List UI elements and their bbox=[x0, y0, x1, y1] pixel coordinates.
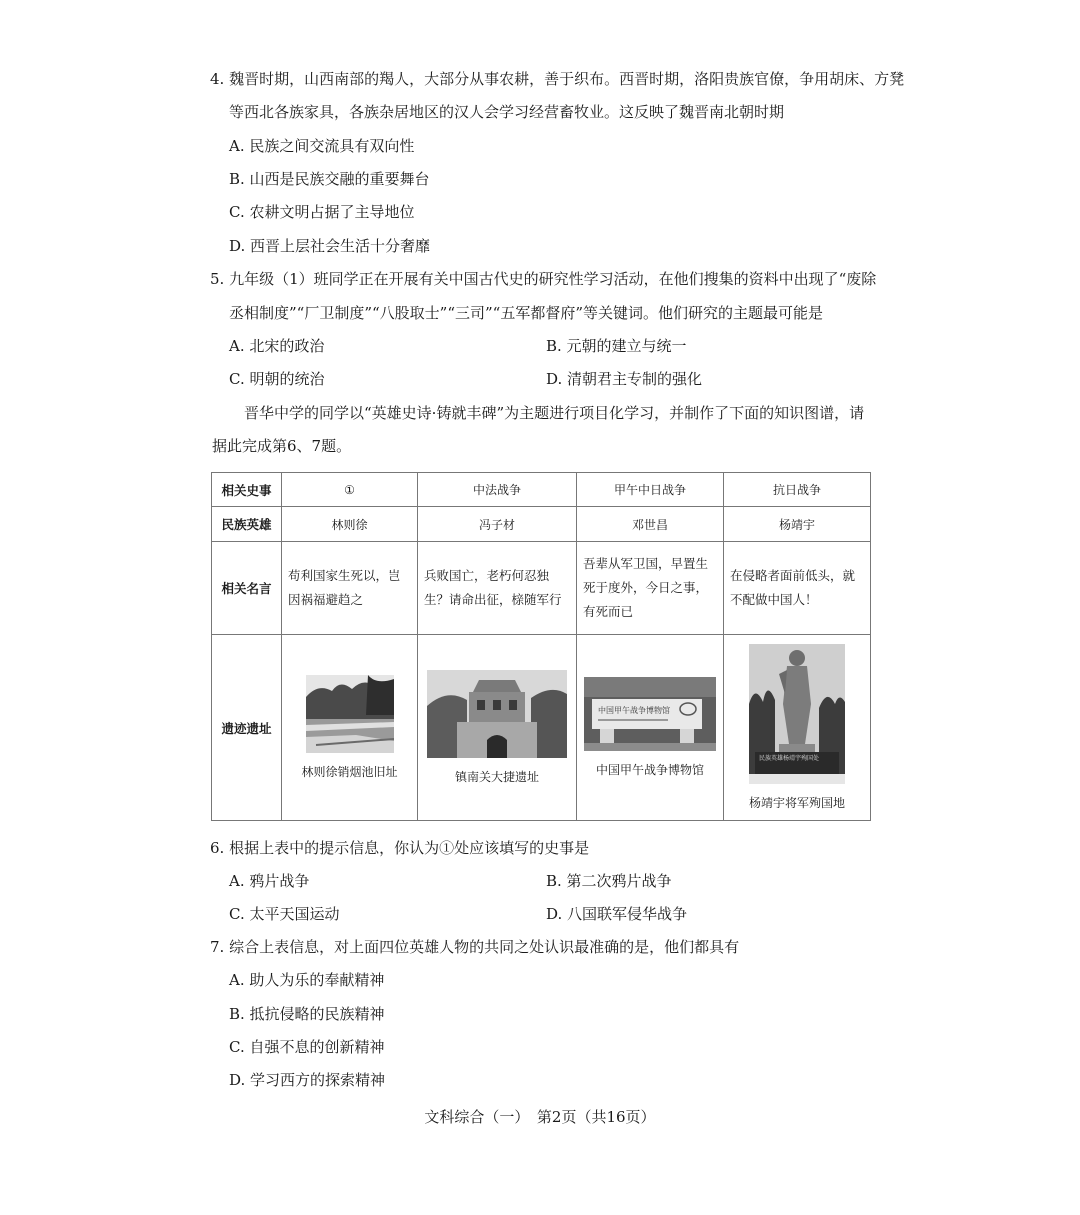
quote-3-line2: 死于度外，今日之事， bbox=[583, 580, 709, 595]
site-2-caption: 镇南关大捷遗址 bbox=[454, 770, 539, 784]
quote-1 bbox=[282, 542, 418, 635]
event-1: ① bbox=[282, 473, 418, 507]
q6-option-a: A. 鸦片战争 bbox=[229, 872, 310, 890]
q6-option-b: B. 第二次鸦片战争 bbox=[546, 872, 672, 890]
quote-2-line2: 生？请命出征，榇随军行 bbox=[424, 592, 562, 607]
q4-option-b: B. 山西是民族交融的重要舞台 bbox=[229, 170, 430, 188]
row-header-events: 相关史事 bbox=[212, 473, 282, 507]
q5-stem-line1: 5. 九年级（1）班同学正在开展有关中国古代史的研究性学习活动，在他们搜集的资料中出现了“废除 bbox=[210, 270, 877, 288]
q5-stem-line2: 丞相制度”“厂卫制度”“八股取士”“三司”“五军都督府”等关键词。他们研究的主题最可能是 bbox=[229, 304, 824, 322]
quote-3-line1: 吾辈从军卫国，早置生 bbox=[583, 556, 709, 571]
quote-4-line2: 不配做中国人！ bbox=[730, 592, 818, 607]
quote-4 bbox=[724, 542, 871, 635]
page-footer: 文科综合（一） 第2页（共16页） bbox=[424, 1108, 656, 1126]
intro-line1: 晋华中学的同学以“英雄史诗·铸就丰碑”为主题进行项目化学习，并制作了下面的知识图谱，请 bbox=[244, 404, 865, 422]
opium-pool-photo bbox=[306, 675, 394, 753]
hero-1: 林则徐 bbox=[282, 507, 418, 542]
site-2 bbox=[418, 635, 577, 821]
hero-4: 杨靖宇 bbox=[724, 507, 871, 542]
site-4 bbox=[724, 635, 871, 821]
quote-1-line2: 因祸福避趋之 bbox=[288, 592, 364, 607]
site-3-caption: 中国甲午战争博物馆 bbox=[595, 763, 704, 777]
q7-option-a: A. 助人为乐的奉献精神 bbox=[229, 971, 385, 989]
quote-2 bbox=[418, 542, 577, 635]
site-1-caption: 林则徐销烟池旧址 bbox=[301, 765, 398, 779]
q7-stem: 7. 综合上表信息，对上面四位英雄人物的共同之处认识最准确的是，他们都具有 bbox=[210, 938, 740, 956]
q5-option-b: B. 元朝的建立与统一 bbox=[546, 337, 687, 355]
yang-jingyu-statue-photo bbox=[749, 644, 845, 784]
q4-option-a: A. 民族之间交流具有双向性 bbox=[229, 137, 415, 155]
zhennanguan-photo bbox=[427, 670, 567, 758]
q5-option-a: A. 北宋的政治 bbox=[229, 337, 325, 355]
museum-sign-text: 中国甲午战争博物馆 bbox=[598, 706, 670, 715]
q6-stem: 6. 根据上表中的提示信息，你认为①处应该填写的史事是 bbox=[210, 839, 590, 857]
table-row-quotes bbox=[212, 542, 871, 635]
event-4: 抗日战争 bbox=[724, 473, 871, 507]
row-header-quotes: 相关名言 bbox=[212, 542, 282, 635]
quote-2-line1: 兵败国亡，老朽何忍独 bbox=[424, 568, 550, 583]
table-row-heroes bbox=[212, 507, 871, 542]
q6-option-d: D. 八国联军侵华战争 bbox=[546, 905, 688, 923]
hero-2: 冯子材 bbox=[418, 507, 577, 542]
q6-option-c: C. 太平天国运动 bbox=[229, 905, 340, 923]
q4-stem-line2: 等西北各族家具，各族杂居地区的汉人会学习经营畜牧业。这反映了魏晋南北朝时期 bbox=[229, 103, 785, 121]
memorial-stone-text: 民族英雄杨靖宇殉国处 bbox=[759, 755, 820, 762]
event-3: 甲午中日战争 bbox=[577, 473, 724, 507]
knowledge-table bbox=[211, 472, 871, 821]
q4-stem-line1: 4. 魏晋时期，山西南部的羯人，大部分从事农耕，善于织布。西晋时期，洛阳贵族官僚，争用胡床、方凳 bbox=[210, 70, 905, 88]
q5-option-c: C. 明朝的统治 bbox=[229, 370, 325, 388]
site-3 bbox=[577, 635, 724, 821]
quote-4-line1: 在侵略者面前低头，就 bbox=[730, 568, 856, 583]
jiawu-museum-photo bbox=[584, 677, 716, 751]
row-header-heroes: 民族英雄 bbox=[212, 507, 282, 542]
hero-3: 邓世昌 bbox=[577, 507, 724, 542]
q4-option-c: C. 农耕文明占据了主导地位 bbox=[229, 203, 415, 221]
event-2: 中法战争 bbox=[418, 473, 577, 507]
table-row-events bbox=[212, 473, 871, 507]
q4-option-d: D. 西晋上层社会生活十分奢靡 bbox=[229, 237, 431, 255]
quote-1-line1: 苟利国家生死以，岂 bbox=[288, 568, 401, 583]
site-1 bbox=[282, 635, 418, 821]
q7-option-d: D. 学习西方的探索精神 bbox=[229, 1071, 386, 1089]
row-header-sites: 遗迹遗址 bbox=[212, 635, 282, 821]
quote-3-line3: 有死而已 bbox=[583, 604, 634, 619]
table-row-sites bbox=[212, 635, 871, 821]
q7-option-c: C. 自强不息的创新精神 bbox=[229, 1038, 385, 1056]
quote-3 bbox=[577, 542, 724, 635]
intro-line2: 据此完成第6、7题。 bbox=[212, 437, 352, 455]
q5-option-d: D. 清朝君主专制的强化 bbox=[546, 370, 703, 388]
site-4-caption: 杨靖宇将军殉国地 bbox=[748, 796, 845, 810]
q7-option-b: B. 抵抗侵略的民族精神 bbox=[229, 1005, 385, 1023]
